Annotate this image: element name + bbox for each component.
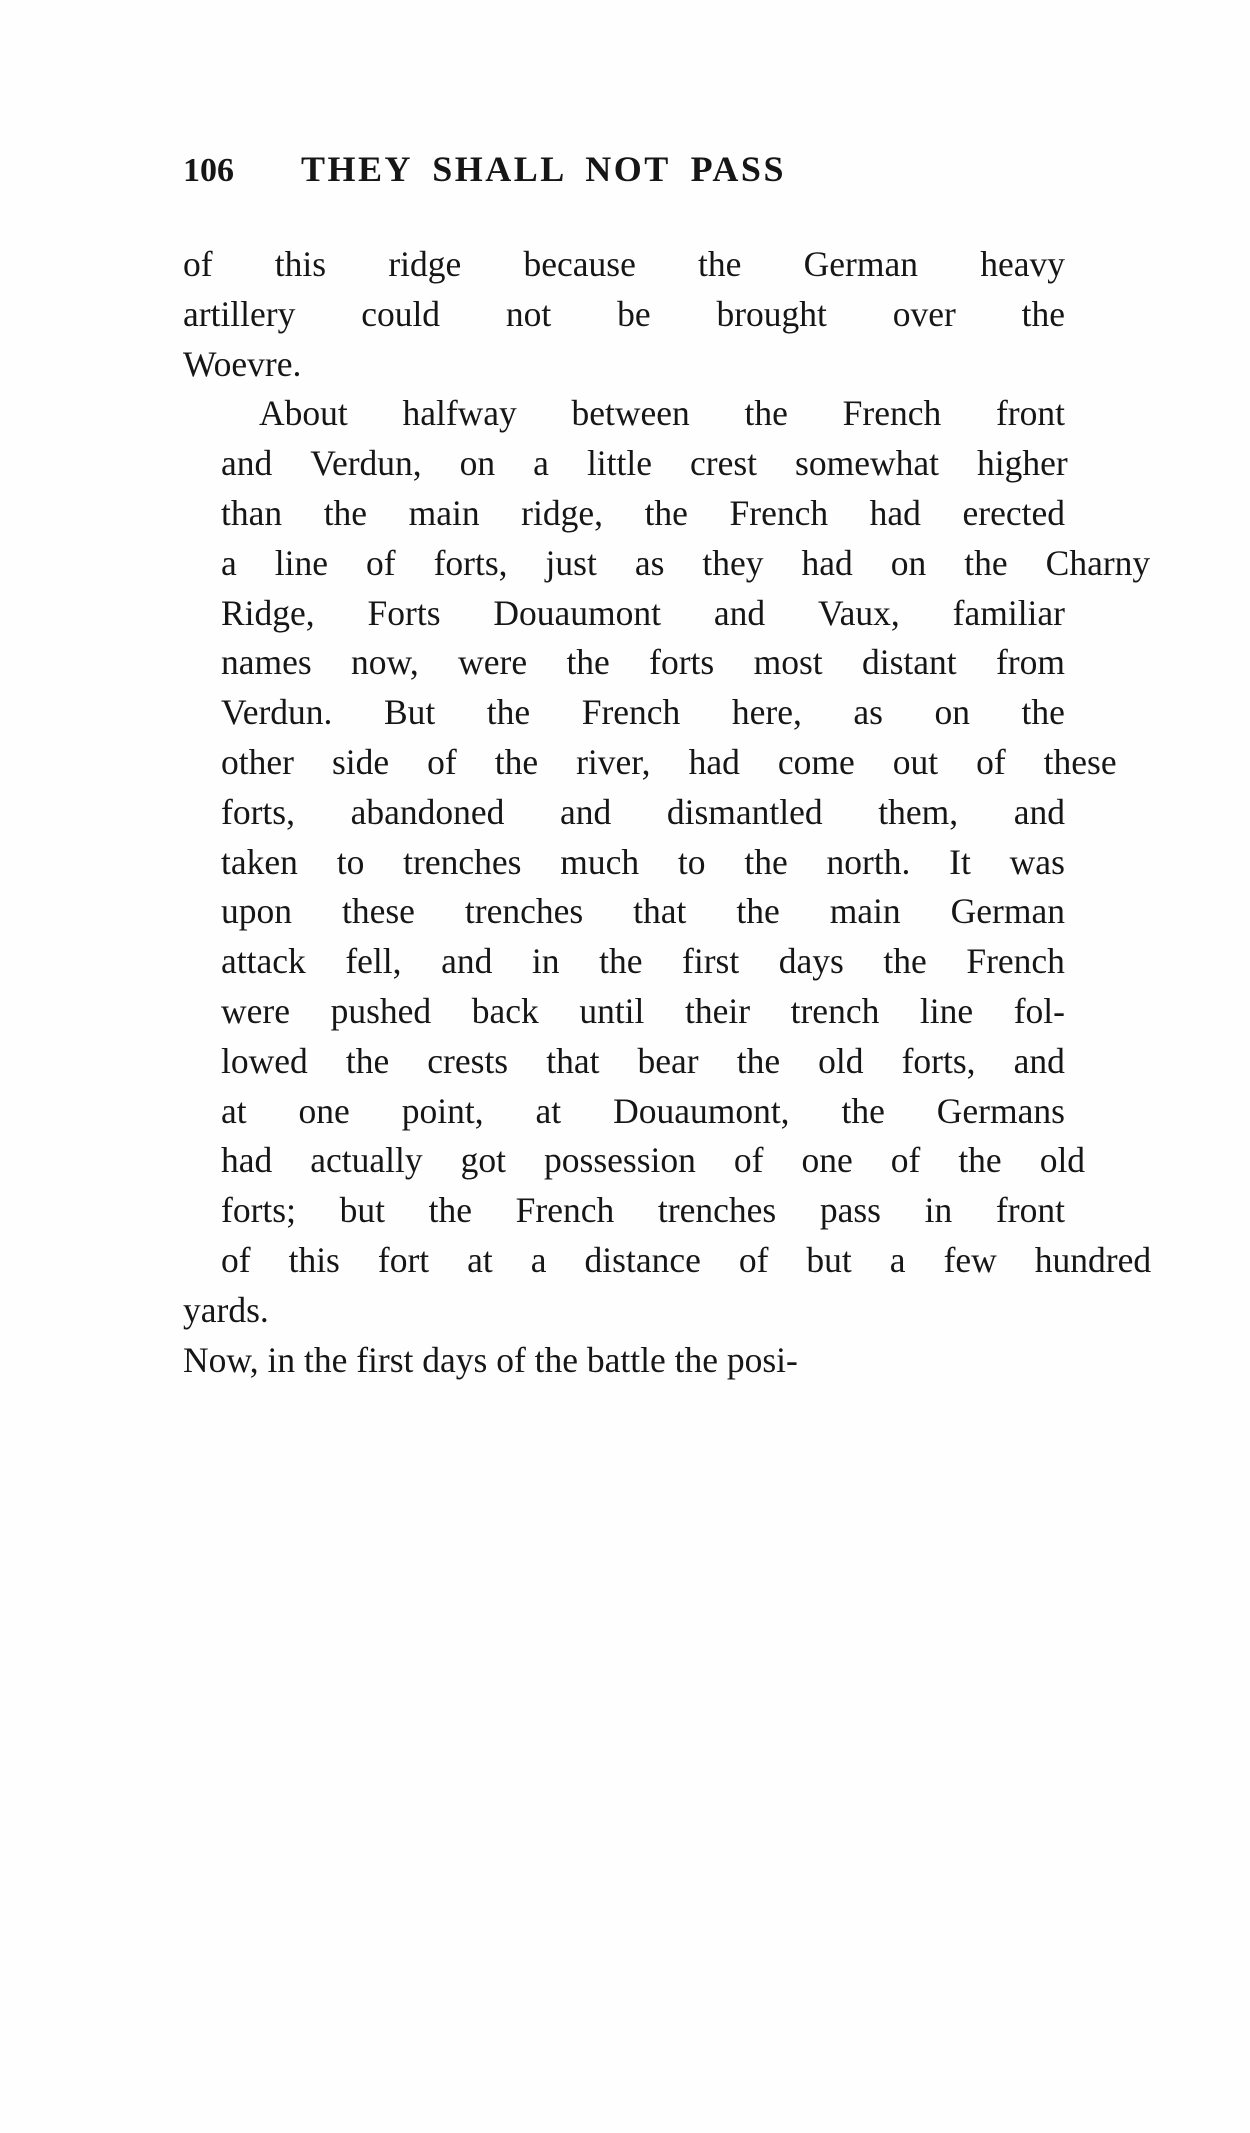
paragraph (183, 240, 1065, 389)
text-line: lowed the crests that bear the old forts, and (221, 1040, 1065, 1081)
text-line: forts; but the French trenches pass in front (221, 1190, 1065, 1231)
text-line: at one point, at Douaumont, the Germans (221, 1090, 1065, 1131)
text-line: attack fell, and in the first days the French (221, 941, 1065, 982)
body-text (183, 240, 1152, 1385)
text-line: other side of the river, had come out of these (221, 741, 1117, 782)
running-title: THEY SHALL NOT PASS (301, 149, 786, 189)
paragraph (183, 1336, 1065, 1386)
text-line: yards. (183, 1289, 269, 1330)
text-line: a line of forts, just as they had on the Charny (221, 542, 1151, 583)
text-line: taken to trenches much to the north. It was (221, 841, 1065, 882)
text-line: of this ridge because the German heavy (183, 244, 1065, 284)
text-line: had actually got possession of one of the old (221, 1140, 1086, 1181)
text-line: and Verdun, on a little crest somewhat higher (221, 443, 1068, 484)
paragraph (183, 389, 1152, 1335)
text-line: Ridge, Forts Douaumont and Vaux, familiar (221, 592, 1065, 633)
text-line: of this fort at a distance of but a few hundred (221, 1239, 1152, 1280)
text-line: were pushed back until their trench line fol- (221, 990, 1065, 1031)
text-line: Now, in the first days of the battle the posi- (183, 1339, 798, 1380)
text-line: than the main ridge, the French had erected (221, 492, 1065, 533)
text-line: Woevre. (183, 343, 302, 384)
text-line: About halfway between the French front (259, 393, 1065, 434)
text-line: forts, abandoned and dismantled them, and (221, 791, 1065, 832)
text-line: upon these trenches that the main German (221, 891, 1065, 932)
page-content (183, 148, 1152, 1385)
running-head (183, 148, 1065, 194)
text-line: artillery could not be brought over the (183, 293, 1065, 334)
text-line: Verdun. But the French here, as on the (221, 692, 1065, 733)
text-line: names now, were the forts most distant from (221, 642, 1065, 683)
page-number: 106 (183, 152, 234, 189)
